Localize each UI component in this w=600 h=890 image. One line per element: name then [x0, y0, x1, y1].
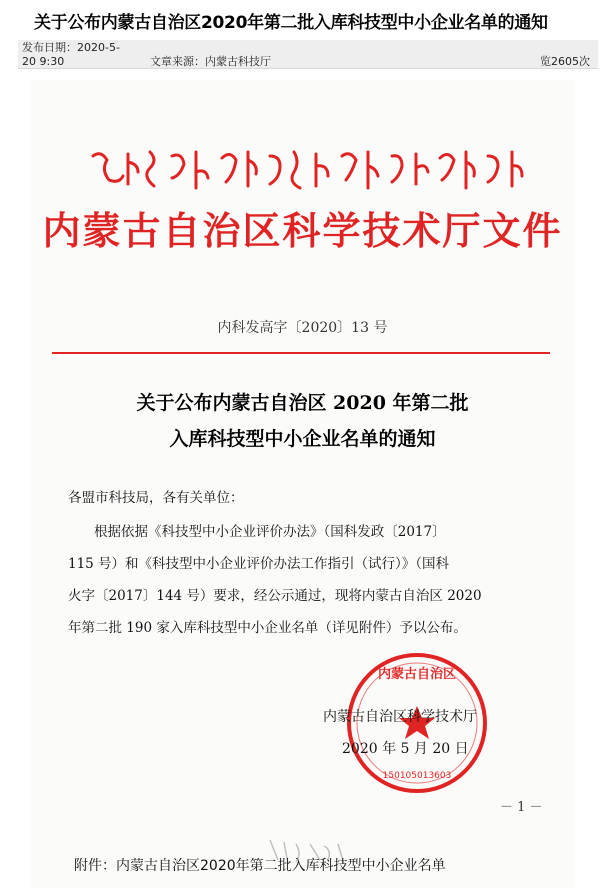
notice-title-line-2: 入库科技型中小企业名单的通知 — [169, 428, 436, 450]
view-count: 览2605次 — [540, 55, 590, 68]
body-line: 年第二批 190 家入库科技型中小企业名单（详见附件）予以公布。 — [68, 620, 467, 636]
body-line: 根据依据《科技型中小企业评价办法》（国科发政〔2017〕 — [94, 524, 446, 540]
signature-date: 2020 年 5 月 20 日 — [342, 741, 469, 757]
attachment-link[interactable]: 附件：内蒙古自治区2020年第二批入库科技型中小企业名单 — [74, 858, 446, 874]
article-meta-bar — [18, 40, 598, 69]
article-source: 文章来源：内蒙古科技厅 — [150, 55, 271, 68]
document-number: 内科发高字〔2020〕13 号 — [217, 320, 388, 336]
signature-organization: 内蒙古自治区科学技术厅 — [323, 709, 477, 725]
body-line: 火字〔2017〕144 号）要求，经公示通过，现将内蒙古自治区 2020 — [68, 588, 482, 604]
body-line: 115 号）和《科技型中小企业评价办法工作指引（试行）》（国科 — [68, 556, 450, 572]
header-divider — [52, 352, 550, 354]
page-title: 关于公布内蒙古自治区2020年第二批入库科技型中小企业名单的通知 — [34, 13, 548, 33]
seal-code: 150105013603 — [382, 771, 452, 781]
scanned-document — [30, 80, 575, 888]
notice-title-line-1: 关于公布内蒙古自治区 2020 年第二批 — [136, 392, 469, 414]
svg-text:内蒙古自治区: 内蒙古自治区 — [377, 667, 457, 682]
document-header: 内蒙古自治区科学技术厅文件 — [42, 208, 563, 253]
publish-date: 发布日期：2020-5-20 9:30 — [22, 41, 120, 68]
salutation: 各盟市科技局，各有关单位： — [68, 490, 244, 506]
page-number: － 1 － — [500, 800, 543, 815]
mongolian-script-header — [88, 146, 528, 196]
